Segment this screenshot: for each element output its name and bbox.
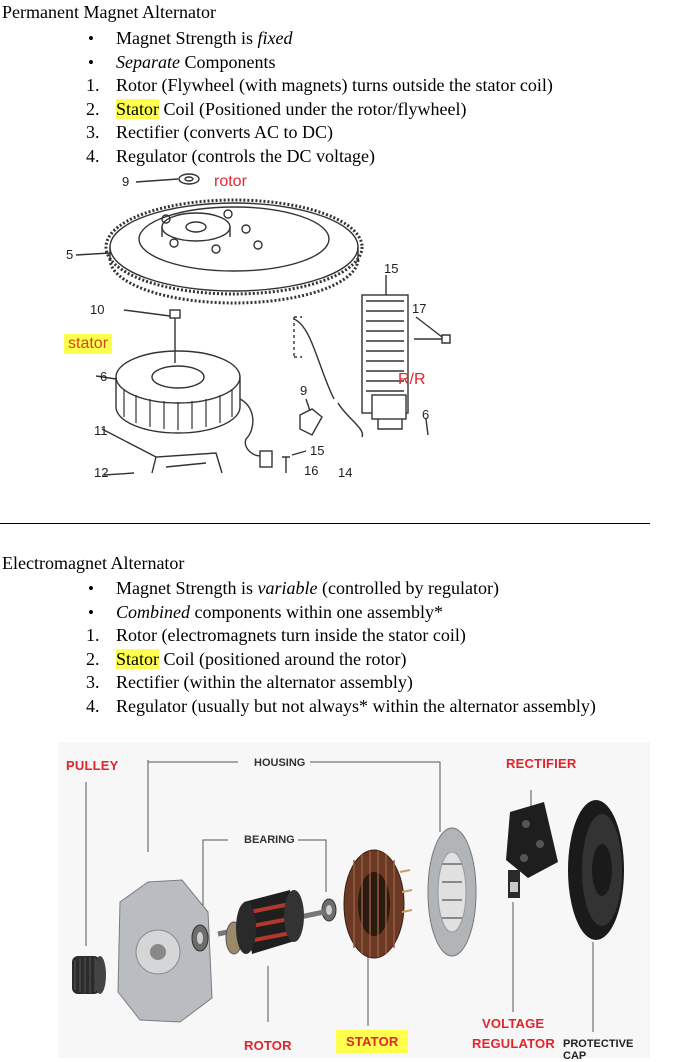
list-item: 3. Rectifier (converts AC to DC): [86, 122, 333, 142]
bullet-icon: •: [88, 579, 94, 598]
list-item: 4. Regulator (controls the DC voltage): [86, 145, 375, 166]
list-item: • Magnet Strength is fixed: [86, 27, 553, 51]
housing-label: HOUSING: [254, 757, 306, 769]
highlighted-word: Stator: [116, 648, 159, 669]
permanent-magnet-diagram: [56, 167, 454, 481]
electromagnet-list: [86, 577, 596, 718]
voltage-label: VOLTAGE: [482, 1016, 545, 1031]
list-item: • Separate Components: [86, 51, 553, 75]
bullet-icon: •: [88, 52, 94, 72]
highlighted-word: Stator: [116, 98, 159, 119]
part-number-label: 10: [90, 302, 105, 317]
part-number-label: 9: [300, 383, 308, 398]
electromagnet-alternator-diagram: [58, 742, 650, 1062]
section-title-permanent-magnet: Permanent Magnet Alternator: [2, 2, 216, 22]
list-item: 2. Stator Coil (Positioned under the rotor/flywheel): [86, 98, 467, 119]
stator-label: stator: [64, 334, 112, 354]
section-divider: [0, 523, 650, 524]
rr-label: R/R: [398, 371, 426, 388]
list-item: 3. Rectifier (within the alternator assembly): [86, 672, 413, 692]
list-item: 1. Rotor (Flywheel (with magnets) turns outside the stator coil): [86, 75, 553, 95]
part-number-label: 5: [66, 247, 74, 262]
part-number-label: 15: [384, 261, 399, 276]
part-number-label: 12: [94, 465, 109, 480]
bearing-label: BEARING: [244, 834, 295, 846]
protective-cap-label: PROTECTIVE CAP: [563, 1038, 634, 1062]
pulley-label: PULLEY: [66, 758, 119, 773]
part-number-label: 6: [100, 369, 108, 384]
part-number-label: 14: [338, 465, 353, 480]
rotor-label: ROTOR: [244, 1038, 292, 1053]
part-number-label: 11: [94, 423, 108, 438]
list-item: 2. Stator Coil (positioned around the rotor): [86, 648, 407, 669]
list-item: 4. Regulator (usually but not always* within the alternator assembly): [86, 695, 596, 716]
part-number-label: 16: [304, 463, 319, 478]
list-item: • Combined components within one assembly*: [86, 601, 596, 625]
part-number-label: 9: [122, 174, 130, 189]
part-number-label: 6: [422, 407, 430, 422]
list-item: 1. Rotor (electromagnets turn inside the stator coil): [86, 625, 466, 645]
flywheel-drawing: [56, 167, 454, 481]
section-title-electromagnet: Electromagnet Alternator: [2, 553, 185, 573]
part-number-label: 17: [412, 301, 427, 316]
bullet-icon: •: [88, 29, 94, 48]
part-number-label: 15: [310, 443, 325, 458]
stator-label: STATOR: [336, 1030, 408, 1053]
permanent-magnet-list: [86, 27, 553, 168]
rotor-label: rotor: [214, 173, 247, 190]
bullet-icon: •: [88, 602, 94, 622]
alternator-exploded-drawing: [58, 742, 650, 1058]
rectifier-label: RECTIFIER: [506, 756, 577, 771]
list-item: • Magnet Strength is variable (controlled by regulator): [86, 577, 596, 601]
regulator-label: REGULATOR: [472, 1036, 555, 1051]
